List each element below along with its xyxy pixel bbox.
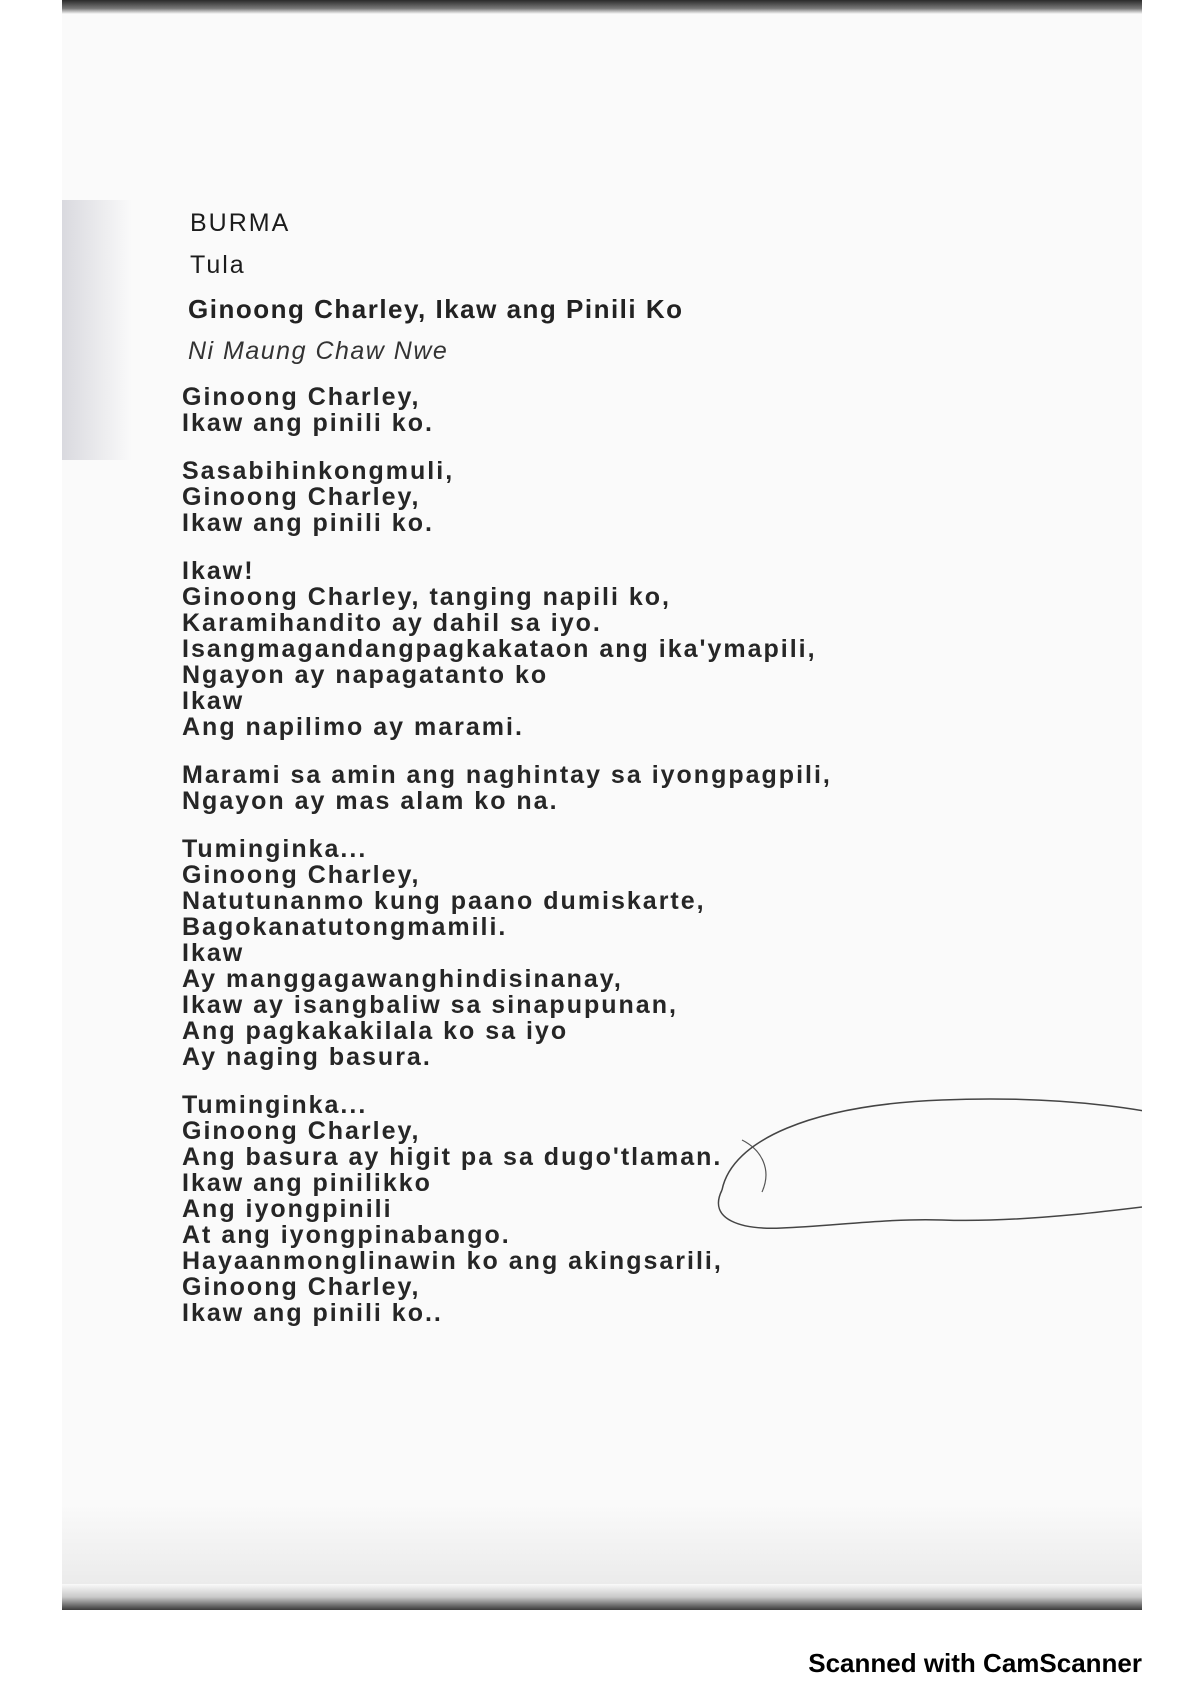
poem-line: Ikaw ang pinili ko. [182,409,434,437]
poem-line: Ginoong Charley, tanging napili ko, [182,583,671,611]
poem-title: Ginoong Charley, Ikaw ang Pinili Ko [188,294,684,324]
poem-line: Ikaw ang pinili ko. [182,509,434,537]
poem-line: Isangmagandangpagkakataon ang ika'ymapili, [182,635,817,663]
stanza [182,558,1112,740]
poem-line: Ang pagkakakilala ko sa iyo [182,1017,569,1045]
country-heading: BURMA [190,209,291,237]
poem-line: Ngayon ay napagatanto ko [182,661,549,689]
poem-line: Natutunanmo kung paano dumiskarte, [182,887,706,915]
poem-line: Ikaw ay isangbaliw sa sinapupunan, [182,991,678,1019]
poem-line: Ginoong Charley, [182,861,421,889]
stanza [182,458,1112,536]
poem-line: Ikaw [182,939,245,967]
camscanner-watermark: Scanned with CamScanner [808,1648,1142,1678]
poem-line: Ginoong Charley, [182,1117,421,1145]
stanza [182,384,1112,436]
stanza [182,762,1112,814]
scan-shadow-left [62,200,132,460]
poem-line: Ikaw! [182,557,255,585]
poem-line: Sasabihinkongmuli, [182,457,455,485]
poem-line: Ikaw ang pinilikko [182,1169,432,1197]
poem-line: Ang iyongpinili [182,1195,393,1223]
scanned-sheet [62,0,1142,1610]
poem-line: Ang napilimo ay marami. [182,713,524,741]
signature-scribble [702,1080,1142,1280]
poem-line: Ginoong Charley, [182,483,421,511]
poem-line: Hayaanmonglinawin ko ang akingsarili, [182,1247,723,1275]
poem-line: Ikaw ang pinili ko.. [182,1299,443,1327]
poem-line: Ay manggagawanghindisinanay, [182,965,623,993]
poem-line: Tuminginka... [182,835,368,863]
poem-line: Marami sa amin ang naghintay sa iyongpagpili, [182,761,832,789]
poem-line: Ginoong Charley, [182,1273,421,1301]
poem-line: At ang iyongpinabango. [182,1221,511,1249]
scan-shadow-bottom [62,1504,1142,1584]
genre-heading: Tula [190,251,246,279]
poem-author: Ni Maung Chaw Nwe [188,337,449,365]
poem-line: Karamihandito ay dahil sa iyo. [182,609,602,637]
poem-line: Bagokanatutongmamili. [182,913,508,941]
poem-line: Ang basura ay higit pa sa dugo'tlaman. [182,1143,723,1171]
poem-line: Ay naging basura. [182,1043,432,1071]
stanza [182,836,1112,1070]
poem-line: Ginoong Charley, [182,383,421,411]
poem-line: Tuminginka... [182,1091,368,1119]
poem-line: Ngayon ay mas alam ko na. [182,787,559,815]
poem-line: Ikaw [182,687,245,715]
